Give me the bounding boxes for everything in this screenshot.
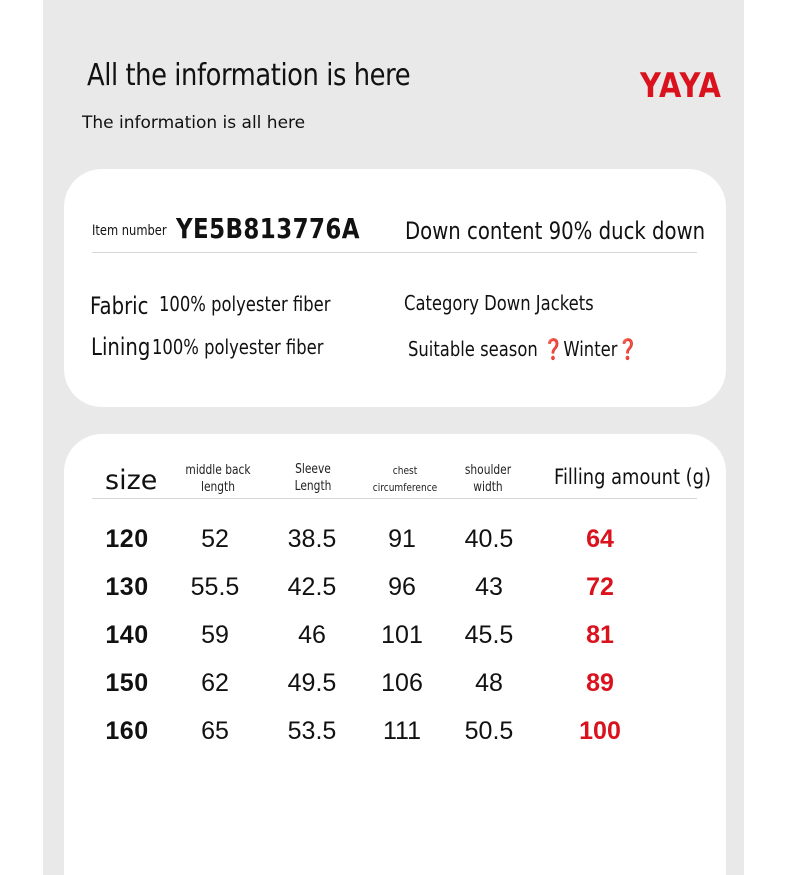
- cell-sleeve-length: 42.5: [287, 573, 337, 601]
- page-subtitle: The information is all here: [82, 113, 306, 133]
- table-row: [0, 717, 790, 747]
- lining-label: Lining: [91, 333, 151, 361]
- cell-back-length: 52: [201, 525, 229, 553]
- header-sleeve-line2: Length: [294, 479, 332, 494]
- table-header-divider: [92, 498, 697, 499]
- header-sleeve-length: [281, 461, 345, 495]
- cell-filling: 89: [586, 669, 614, 697]
- cell-sleeve-length: 38.5: [287, 525, 337, 553]
- table-row: [0, 621, 790, 651]
- cell-sleeve-length: 49.5: [287, 669, 337, 697]
- cell-size: 160: [105, 717, 149, 745]
- header-back-length-line1: middle back: [185, 463, 251, 478]
- brand-logo: YAYA: [640, 66, 722, 106]
- cell-chest: 96: [388, 573, 416, 601]
- page-title: All the information is here: [87, 58, 411, 93]
- header-size: size: [105, 465, 158, 496]
- table-row: [0, 573, 790, 603]
- size-table-card: [64, 434, 726, 875]
- cell-size: 120: [105, 525, 149, 553]
- cell-shoulder: 45.5: [464, 621, 514, 649]
- down-content: Down content 90% duck down: [405, 217, 706, 245]
- cell-sleeve-length: 53.5: [287, 717, 337, 745]
- cell-filling: 64: [586, 525, 614, 553]
- cell-chest: 111: [382, 717, 421, 745]
- header-shoulder-line2: width: [473, 480, 503, 495]
- cell-chest: 91: [388, 525, 416, 553]
- header-back-length-line2: length: [201, 480, 235, 495]
- cell-chest: 106: [381, 669, 423, 697]
- cell-size: 150: [105, 669, 149, 697]
- header-chest-line1: chest: [392, 464, 418, 477]
- header-back-length: [179, 462, 258, 496]
- header-chest-line2: circumference: [372, 481, 438, 494]
- cell-shoulder: 43: [475, 573, 503, 601]
- cell-shoulder: 48: [475, 669, 503, 697]
- cell-size: 130: [105, 573, 149, 601]
- suitable-season: Suitable season ❓Winter❓: [408, 337, 638, 361]
- category: Category Down Jackets: [404, 291, 594, 315]
- table-row: [0, 525, 790, 555]
- cell-filling: 81: [586, 621, 614, 649]
- cell-back-length: 65: [201, 717, 229, 745]
- header-chest: [368, 462, 442, 496]
- cell-shoulder: 50.5: [464, 717, 514, 745]
- header-filling: Filling amount (g): [554, 465, 711, 489]
- header-sleeve-line1: Sleeve: [295, 462, 331, 477]
- product-info-card: [64, 169, 726, 407]
- item-number-label: Item number: [92, 223, 167, 239]
- cell-back-length: 55.5: [190, 573, 240, 601]
- header-shoulder-line1: shoulder: [464, 463, 512, 478]
- header-shoulder: [455, 462, 521, 496]
- cell-chest: 101: [381, 621, 423, 649]
- cell-shoulder: 40.5: [464, 525, 514, 553]
- cell-back-length: 59: [201, 621, 229, 649]
- fabric-value: 100% polyester fiber: [159, 292, 331, 316]
- lining-value: 100% polyester fiber: [152, 335, 324, 359]
- item-number-value: YE5B813776A: [176, 212, 360, 245]
- table-row: [0, 669, 790, 699]
- fabric-label: Fabric: [90, 292, 149, 320]
- cell-filling: 72: [586, 573, 614, 601]
- cell-filling: 100: [579, 717, 621, 745]
- info-divider: [92, 252, 697, 253]
- cell-sleeve-length: 46: [298, 621, 326, 649]
- cell-size: 140: [105, 621, 149, 649]
- cell-back-length: 62: [201, 669, 229, 697]
